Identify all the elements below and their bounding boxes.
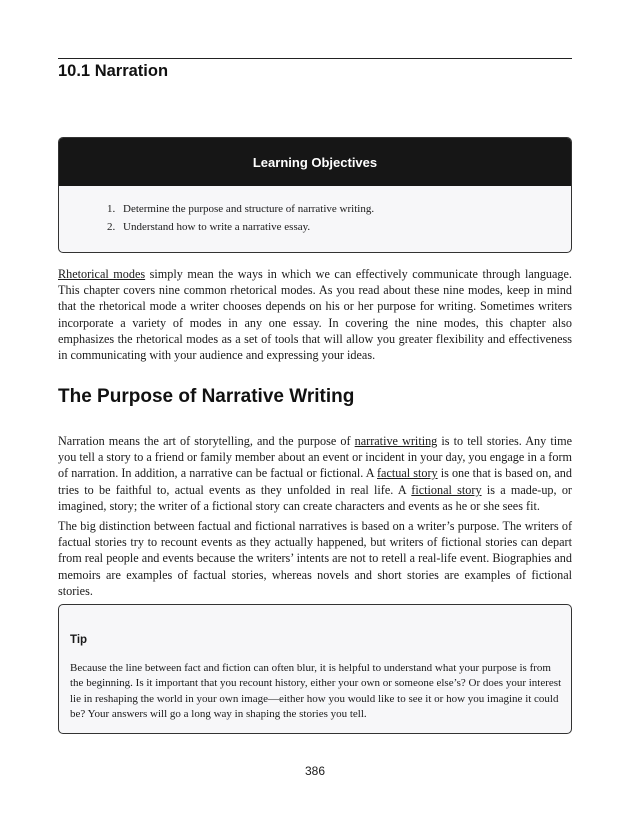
- learning-objectives-box: [58, 137, 572, 253]
- narrative-paragraph: [58, 433, 572, 514]
- objective-number: 2.: [107, 221, 116, 233]
- page-number: 386: [304, 764, 326, 778]
- paragraph-text: is to tell stories. Any time you tell a story to a friend or family member about an event or incident in your day, you engage in a form of narration. In addition, a narrative can be factual or fictional. A: [58, 434, 572, 481]
- tip-title: Tip: [70, 634, 88, 646]
- chapter-title: 10.1 Narration: [58, 62, 169, 80]
- learning-objectives-title: Learning Objectives: [59, 138, 571, 186]
- section-heading: The Purpose of Narrative Writing: [58, 386, 355, 407]
- objective-item: [107, 202, 374, 220]
- paragraph-text: is a made-up, or imagined, story; the writer of a fictional story can create characters and events as he or she sees fit.: [58, 482, 572, 513]
- top-rule: [58, 58, 572, 59]
- term-narrative-writing[interactable]: narrative writing: [354, 434, 438, 448]
- term-rhetorical-modes[interactable]: Rhetorical modes: [58, 267, 146, 281]
- objective-number: 1.: [107, 203, 116, 215]
- learning-objectives-list: [107, 202, 374, 238]
- tip-text: Because the line between fact and fiction can often blur, it is helpful to understand what your purpose is from the beginning. Is it important that you recount history, either your own or someone else’s? Or does your interest lie in reshaping the world in your own image—either how you would like to see it or how you imagine it could be? Your answers will go a long way in shaping the stories you tell.: [70, 662, 562, 720]
- objective-text: Understand how to write a narrative essay.: [123, 221, 311, 233]
- tip-box: [58, 604, 572, 734]
- paragraph-text: is one that is based on, and tries to be faithful to, actual events as they unfolded in real life. A: [58, 466, 572, 497]
- term-fictional-story[interactable]: fictional story: [411, 482, 482, 497]
- paragraph-text: Narration means the art of storytelling, and the purpose of: [58, 434, 355, 448]
- term-factual-story[interactable]: factual story: [377, 466, 438, 481]
- intro-text: simply mean the ways in which we can effectively communicate through language. This chapter covers nine common rhetorical modes. As you read about these nine modes, keep in mind that the rhetorical mode a writer chooses depends on his or her purpose for writing. Sometimes writers incorporate a variety of modes in any one essay. In covering the nine modes, this chapter also emphasizes the rhetorical modes as a set of tools that will allow you greater flexibility and effectiveness in communicating with your audience and expressing your ideas.: [58, 267, 572, 363]
- objective-text: Determine the purpose and structure of narrative writing.: [123, 203, 375, 215]
- distinction-paragraph: The big distinction between factual and fictional narratives is based on a writer’s purpose. The writers of factual stories try to recount events as they actually happened, but writers of fictional stories can depart from real people and events because the writers’ intents are not to retell a real-life event. Biographies and memoirs are examples of factual stories, whereas novels and short stories are examples of fictional stories.: [58, 519, 572, 598]
- intro-paragraph: [58, 266, 572, 363]
- objective-item: [107, 220, 374, 238]
